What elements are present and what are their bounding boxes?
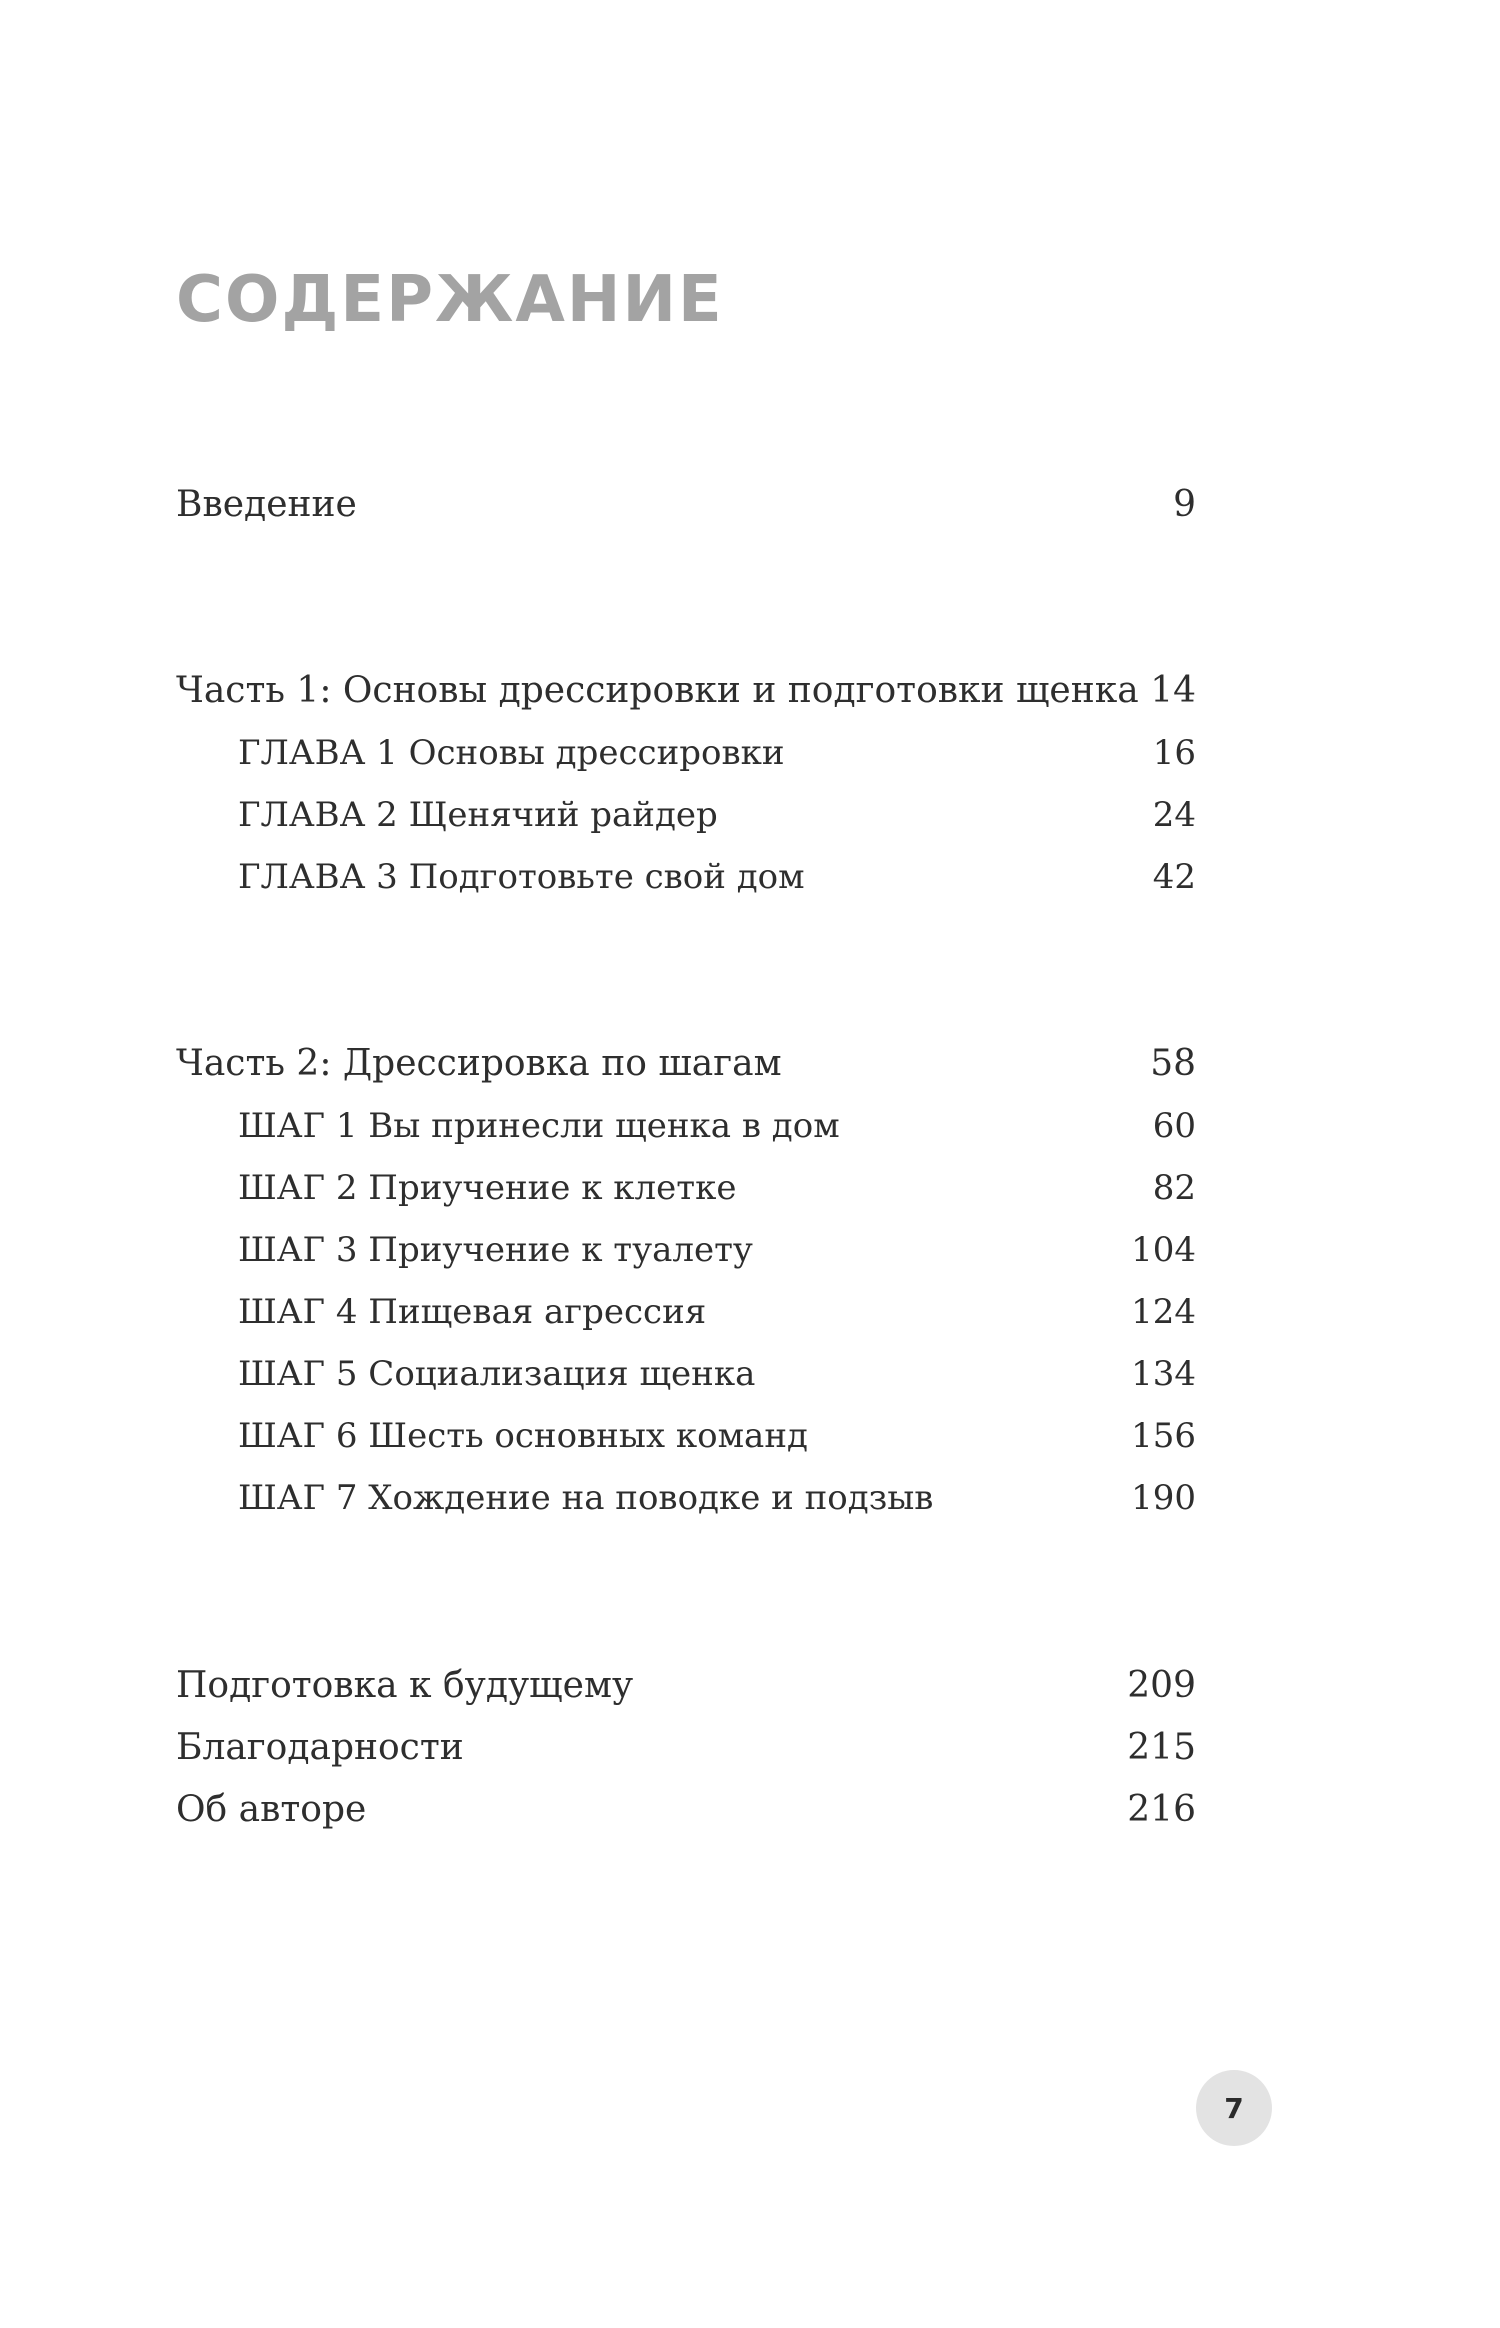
toc-entry-label: ШАГ 4 Пищевая агрессия	[238, 1292, 707, 1332]
page-number-badge: 7	[1196, 2070, 1272, 2146]
toc-entry-label: Подготовка к будущему	[176, 1665, 634, 1706]
toc-entry-page: 58	[1150, 1043, 1196, 1084]
toc-entry-about-author[interactable]	[176, 1779, 1196, 1841]
toc-entry-page: 24	[1152, 795, 1196, 835]
toc-entry-step7[interactable]	[176, 1467, 1196, 1529]
toc-entry-chapter1[interactable]	[176, 722, 1196, 784]
toc-entry-page: 14	[1150, 670, 1196, 711]
toc-entry-label: ГЛАВА 1 Основы дрессировки	[238, 733, 785, 773]
toc-entry-part1[interactable]	[176, 660, 1196, 722]
toc-entry-label: ШАГ 3 Приучение к туалету	[238, 1230, 753, 1270]
toc-group-intro	[176, 474, 1196, 536]
toc-entry-page: 16	[1152, 733, 1196, 773]
toc-entry-label: ШАГ 7 Хождение на поводке и подзыв	[238, 1478, 934, 1518]
toc-entry-page: 60	[1152, 1106, 1196, 1146]
toc-entry-page: 216	[1127, 1789, 1196, 1830]
toc-entry-page: 104	[1131, 1230, 1196, 1270]
toc-entry-step3[interactable]	[176, 1219, 1196, 1281]
toc-entry-acknowledgements[interactable]	[176, 1717, 1196, 1779]
toc-entry-introduction[interactable]	[176, 474, 1196, 536]
toc-entry-future[interactable]	[176, 1655, 1196, 1717]
toc-entry-label: Часть 2: Дрессировка по шагам	[176, 1043, 782, 1084]
toc-entry-label: ШАГ 1 Вы принесли щенка в дом	[238, 1106, 840, 1146]
toc-entry-page: 190	[1131, 1478, 1196, 1518]
toc-entry-chapter3[interactable]	[176, 846, 1196, 908]
toc-group-part1	[176, 660, 1196, 908]
toc-entry-label: Введение	[176, 484, 357, 525]
toc-entry-label: ШАГ 2 Приучение к клетке	[238, 1168, 737, 1208]
toc-entry-label: ШАГ 6 Шесть основных команд	[238, 1416, 808, 1456]
toc-entry-step4[interactable]	[176, 1281, 1196, 1343]
toc-entry-page: 215	[1127, 1727, 1196, 1768]
toc-entry-step6[interactable]	[176, 1405, 1196, 1467]
toc-entry-chapter2[interactable]	[176, 784, 1196, 846]
toc-entry-page: 9	[1173, 484, 1196, 525]
toc-entry-page: 82	[1152, 1168, 1196, 1208]
toc-entry-label: ШАГ 5 Социализация щенка	[238, 1354, 756, 1394]
toc-entry-page: 209	[1127, 1665, 1196, 1706]
toc-group-ending	[176, 1655, 1196, 1841]
toc-entry-page: 134	[1131, 1354, 1196, 1394]
toc-entry-page: 124	[1131, 1292, 1196, 1332]
toc-entry-page: 42	[1152, 857, 1196, 897]
toc-entry-label: Об авторе	[176, 1789, 367, 1830]
toc-entry-part2[interactable]	[176, 1033, 1196, 1095]
toc-entry-step1[interactable]	[176, 1095, 1196, 1157]
toc-entry-step5[interactable]	[176, 1343, 1196, 1405]
toc-entry-label: ГЛАВА 3 Подготовьте свой дом	[238, 857, 805, 897]
toc-entry-label: Благодарности	[176, 1727, 464, 1768]
toc-entry-page: 156	[1131, 1416, 1196, 1456]
toc-group-part2	[176, 1033, 1196, 1529]
toc-entry-step2[interactable]	[176, 1157, 1196, 1219]
page-title: СОДЕРЖАНИЕ	[176, 263, 724, 337]
toc-entry-label: ГЛАВА 2 Щенячий райдер	[238, 795, 718, 835]
toc-entry-label: Часть 1: Основы дрессировки и подготовки щенка	[176, 670, 1139, 711]
